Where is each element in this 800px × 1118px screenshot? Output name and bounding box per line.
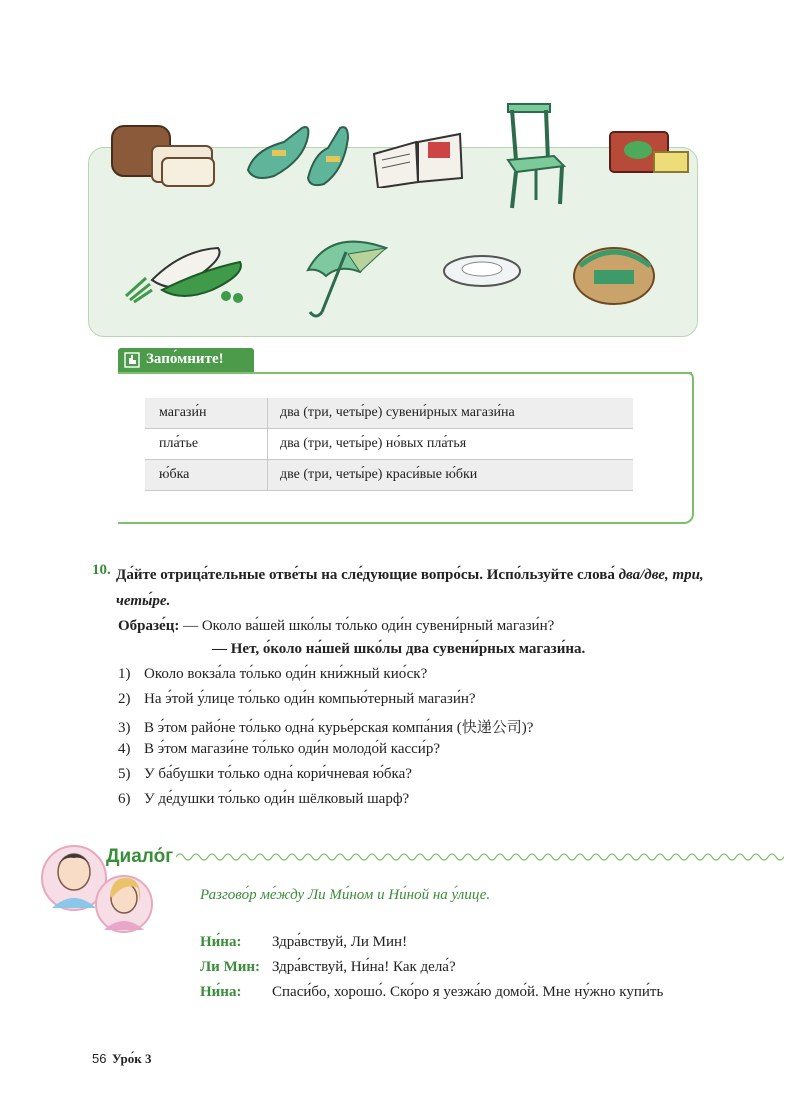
question-number: 4) bbox=[118, 741, 131, 757]
phrase-cell: два (три, четы́ре) но́вых пла́тья bbox=[268, 429, 634, 460]
instruction-text: Да́йте отрица́тельные отве́ты на сле́дующие вопро́сы. Испо́льзуйте слова́ bbox=[116, 567, 619, 583]
question-item bbox=[118, 716, 533, 737]
dialog-line bbox=[200, 934, 407, 951]
sample-question bbox=[118, 618, 554, 635]
question-item bbox=[118, 766, 412, 783]
table-row bbox=[145, 429, 633, 460]
question-text: Около вокза́ла то́лько оди́н кни́жный кио́ск? bbox=[144, 666, 428, 682]
plate-illustration bbox=[440, 252, 524, 290]
word-cell: пла́тье bbox=[145, 429, 268, 460]
question-item bbox=[118, 741, 440, 758]
instruction-words: два/две, три, четы́ре. bbox=[116, 567, 704, 609]
wavy-divider bbox=[176, 850, 784, 864]
question-number: 2) bbox=[118, 691, 131, 707]
dialog-line bbox=[200, 984, 663, 1001]
question-number: 5) bbox=[118, 766, 131, 782]
dialog-intro: Разгово́р ме́жду Ли Ми́ном и Ни́ной на у́лице. bbox=[200, 887, 491, 903]
umbrella-illustration bbox=[300, 228, 392, 320]
table-row bbox=[145, 398, 633, 429]
table-row bbox=[145, 460, 633, 491]
chair-illustration bbox=[498, 100, 578, 212]
question-item bbox=[118, 691, 476, 708]
sample-answer: — Нет, о́коло на́шей шко́лы два сувени́рных магази́на. bbox=[212, 641, 586, 657]
question-text: В э́том райо́не то́лько одна́ курье́рская компа́ния (快递公司)? bbox=[144, 720, 534, 736]
phrase-cell: два (три, четы́ре) сувени́рных магази́на bbox=[268, 398, 634, 429]
dialog-text: Здра́вствуй, Ни́на! Как дела́? bbox=[272, 959, 456, 975]
dialog-title: Диало́г bbox=[106, 846, 174, 867]
question-item bbox=[118, 666, 427, 683]
butter-illustration bbox=[606, 128, 692, 184]
question-text: В э́том магази́не то́лько оди́н молодо́й касси́р? bbox=[144, 741, 440, 757]
phrase-cell: две (три, четы́ре) краси́вые ю́бки bbox=[268, 460, 634, 491]
sample-question-text: — Около ва́шей шко́лы то́лько оди́н сувени́рный магази́н? bbox=[179, 618, 555, 634]
question-number: 1) bbox=[118, 666, 131, 682]
question-item bbox=[118, 791, 409, 808]
basket-illustration bbox=[566, 236, 664, 308]
exercise-instruction bbox=[116, 562, 706, 614]
dialog-text: Здра́вствуй, Ли Мин! bbox=[272, 934, 408, 950]
lesson-label: Уро́к 3 bbox=[112, 1051, 152, 1066]
word-cell: магази́н bbox=[145, 398, 268, 429]
word-cell: ю́бка bbox=[145, 460, 268, 491]
open-book-illustration bbox=[370, 130, 466, 188]
speaker: Ли Мин: bbox=[200, 959, 261, 975]
question-text: У де́душки то́лько оди́н шёлковый шарф? bbox=[144, 791, 410, 807]
question-text: На э́той у́лице то́лько оди́н компью́терный магази́н? bbox=[144, 691, 476, 707]
question-number: 3) bbox=[118, 720, 131, 736]
vegetables-illustration bbox=[122, 240, 252, 306]
bread-illustration bbox=[108, 118, 218, 190]
shoes-illustration bbox=[244, 120, 364, 188]
remember-title: Запо́мните! bbox=[146, 351, 224, 367]
question-text: У ба́бушки то́лько одна́ кори́чневая ю́бка? bbox=[144, 766, 412, 782]
exercise-number: 10. bbox=[92, 562, 111, 578]
dialog-line bbox=[200, 959, 456, 976]
sample-label: Образе́ц: bbox=[118, 618, 180, 634]
speaker: Ни́на: bbox=[200, 984, 242, 1000]
speaker: Ни́на: bbox=[200, 934, 242, 950]
question-number: 6) bbox=[118, 791, 131, 807]
page-number: 56 bbox=[92, 1051, 107, 1066]
dialog-text: Спаси́бо, хорошо́. Ско́ро я уезжа́ю домо́й. Мне ну́жно купи́ть bbox=[272, 984, 664, 1000]
girl-avatar bbox=[94, 866, 154, 938]
pointing-hand-icon bbox=[124, 352, 140, 368]
remember-table bbox=[145, 398, 633, 491]
